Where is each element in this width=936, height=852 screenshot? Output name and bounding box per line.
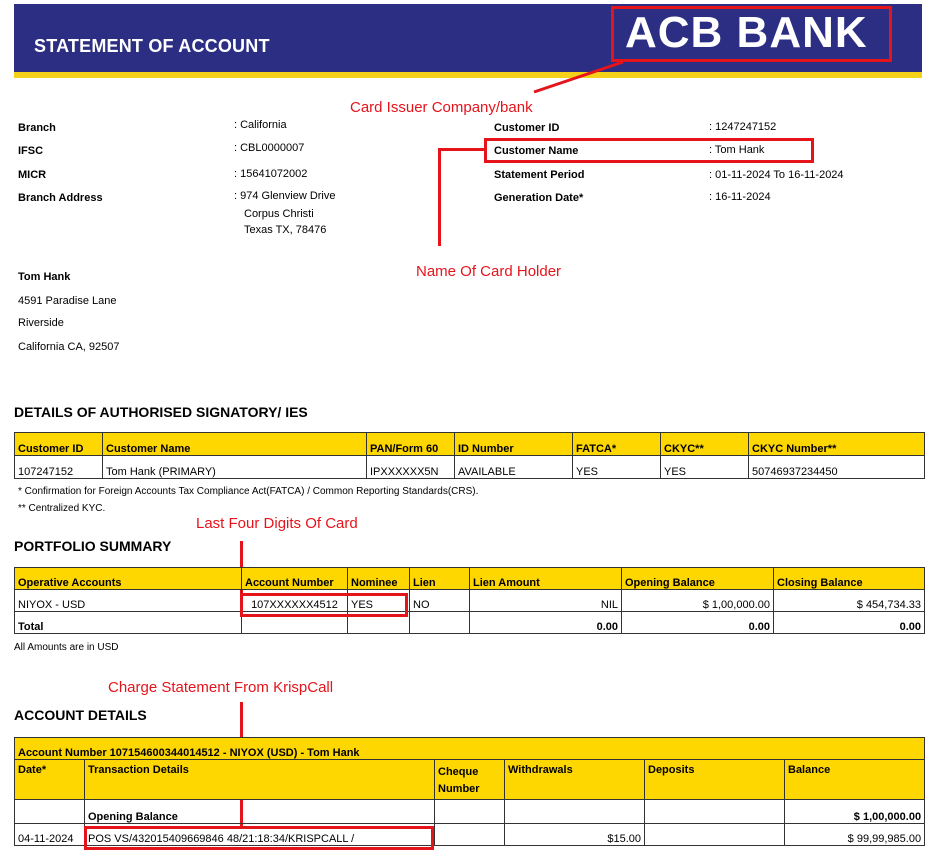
col-opening-balance: Opening Balance	[622, 568, 774, 590]
holder-annotation: Name Of Card Holder	[416, 263, 562, 280]
col-customer-id: Customer ID	[15, 433, 103, 456]
cell: 107247152	[15, 456, 103, 479]
cell: Tom Hank (PRIMARY)	[103, 456, 367, 479]
col-closing-balance: Closing Balance	[774, 568, 925, 590]
col-date: Date*	[15, 760, 85, 800]
cell: $ 454,734.33	[774, 590, 925, 612]
cell	[645, 824, 785, 846]
cell: YES	[348, 590, 410, 612]
col-account-number: Account Number	[242, 568, 348, 590]
customer-id-label: Customer ID	[494, 122, 560, 134]
col-customer-name: Customer Name	[103, 433, 367, 456]
cell	[505, 800, 645, 824]
customer-id-value: : 1247247152	[709, 121, 777, 133]
branch-address-line1: : 974 Glenview Drive	[234, 190, 336, 202]
total-opening-balance: 0.00	[622, 612, 774, 634]
cell: 107XXXXXX4512	[242, 590, 348, 612]
statement-title: STATEMENT OF ACCOUNT	[34, 36, 270, 56]
col-operative-accounts: Operative Accounts	[15, 568, 242, 590]
account-number-bar: Account Number 107154600344014512 - NIYOX (USD) - Tom Hank	[15, 738, 925, 760]
branch-value: : California	[234, 119, 287, 131]
krispcall-charge-highlight	[84, 826, 434, 850]
cell: 50746937234450	[749, 456, 925, 479]
col-nominee: Nominee	[348, 568, 410, 590]
cell: $ 99,99,985.00	[785, 824, 925, 846]
customer-name-label: Customer Name	[494, 145, 579, 157]
total-row	[15, 612, 925, 634]
col-lien: Lien	[410, 568, 470, 590]
ifsc-value: : CBL0000007	[234, 142, 305, 154]
cell: 04-11-2024	[15, 824, 85, 846]
micr-label: MICR	[18, 169, 47, 181]
mailing-line2: Riverside	[18, 317, 64, 329]
cell: AVAILABLE	[455, 456, 573, 479]
col-deposits: Deposits	[645, 760, 785, 800]
table-row	[15, 590, 925, 612]
cell: NIYOX - USD	[15, 590, 242, 612]
signatory-header-row	[15, 433, 925, 456]
mailing-name: Tom Hank	[18, 271, 71, 283]
fatca-note: * Confirmation for Foreign Accounts Tax Compliance Act(FATCA) / Common Reporting Standards(CRS).	[18, 486, 479, 497]
account-number-highlight	[240, 593, 408, 617]
holder-pointer-vertical	[438, 148, 441, 246]
col-lien-amount: Lien Amount	[470, 568, 622, 590]
col-id-number: ID Number	[455, 433, 573, 456]
total-lien-amount: 0.00	[470, 612, 622, 634]
ifsc-label: IFSC	[18, 145, 44, 157]
cell: YES	[573, 456, 661, 479]
account-number-bar-row	[15, 738, 925, 760]
customer-name-highlight	[484, 138, 814, 163]
opening-balance-row	[15, 800, 925, 824]
currency-note: All Amounts are in USD	[14, 642, 119, 653]
col-withdrawals: Withdrawals	[505, 760, 645, 800]
opening-balance-value: $ 1,00,000.00	[785, 800, 925, 824]
total-label: Total	[15, 612, 242, 634]
generation-date-value: : 16-11-2024	[709, 191, 771, 203]
col-ckyc-number: CKYC Number**	[749, 433, 925, 456]
cell	[410, 612, 470, 634]
portfolio-table	[14, 567, 925, 634]
branch-address-line3: Texas TX, 78476	[244, 224, 327, 236]
account-details-section-title: ACCOUNT DETAILS	[14, 707, 147, 723]
cell: $15.00	[505, 824, 645, 846]
col-ckyc: CKYC**	[661, 433, 749, 456]
col-transaction-details: Transaction Details	[85, 760, 435, 800]
mailing-line3: California CA, 92507	[18, 341, 120, 353]
opening-balance-label: Opening Balance	[85, 800, 435, 824]
holder-pointer-horizontal	[438, 148, 486, 151]
cell	[645, 800, 785, 824]
issuer-annotation: Card Issuer Company/bank	[350, 99, 533, 116]
col-cheque-number: Cheque Number	[435, 760, 505, 800]
cell: IPXXXXXX5N	[367, 456, 455, 479]
signatory-section-title: DETAILS OF AUTHORISED SIGNATORY/ IES	[14, 404, 308, 420]
last-four-annotation: Last Four Digits Of Card	[196, 515, 358, 532]
cell: $ 1,00,000.00	[622, 590, 774, 612]
portfolio-header-row	[15, 568, 925, 590]
statement-period-label: Statement Period	[494, 169, 585, 181]
account-details-header-row	[15, 760, 925, 800]
branch-address-line2: Corpus Christi	[244, 208, 314, 220]
ckyc-note: ** Centralized KYC.	[18, 503, 106, 514]
charge-annotation: Charge Statement From KrispCall	[108, 679, 334, 696]
table-row	[15, 456, 925, 479]
cell	[15, 800, 85, 824]
cell: NO	[410, 590, 470, 612]
cell: NIL	[470, 590, 622, 612]
col-balance: Balance	[785, 760, 925, 800]
customer-name-value: : Tom Hank	[709, 144, 765, 156]
cell	[435, 824, 505, 846]
total-closing-balance: 0.00	[774, 612, 925, 634]
mailing-line1: 4591 Paradise Lane	[18, 295, 117, 307]
col-fatca: FATCA*	[573, 433, 661, 456]
generation-date-label: Generation Date*	[494, 192, 584, 204]
bank-name: ACB BANK	[625, 8, 868, 57]
branch-label: Branch	[18, 122, 56, 134]
statement-period-value: : 01-11-2024 To 16-11-2024	[709, 169, 844, 181]
cell: POS VS/432015409669846 48/21:18:34/KRISPCALL /	[85, 824, 435, 846]
signatory-table	[14, 432, 925, 479]
micr-value: : 15641072002	[234, 168, 308, 180]
branch-address-label: Branch Address	[18, 192, 103, 204]
cell: YES	[661, 456, 749, 479]
cell	[435, 800, 505, 824]
portfolio-section-title: PORTFOLIO SUMMARY	[14, 538, 172, 554]
col-pan: PAN/Form 60	[367, 433, 455, 456]
